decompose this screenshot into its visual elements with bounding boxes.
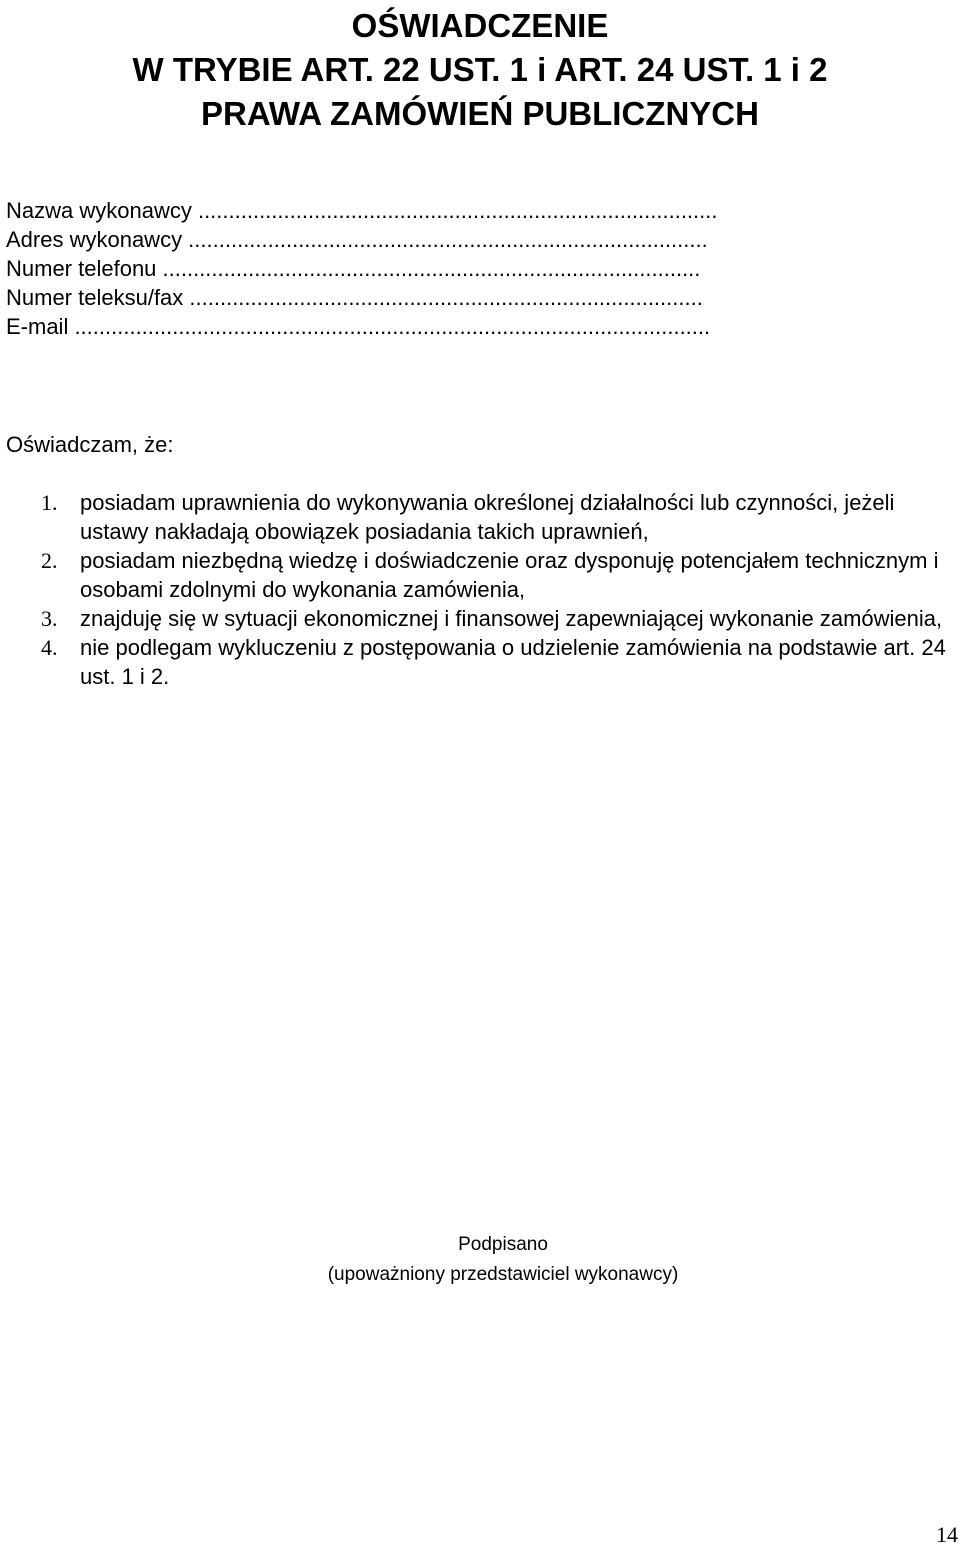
page-number: 14 — [936, 1522, 958, 1547]
signature-role: (upoważniony przedstawiciel wykonawcy) — [327, 1264, 679, 1285]
item-number: 2. — [41, 548, 58, 573]
document-title — [0, 4, 960, 136]
signature-label: Podpisano — [458, 1234, 548, 1255]
item-text: posiadam niezbędną wiedzę i doświadczenie oraz dysponuję potencjałem technicznym i osobami zdolnymi do wykonania zamówienia, — [80, 548, 939, 602]
phone-number-field: Numer telefonu ........................................................................................ — [6, 256, 701, 281]
email-field: E-mail ........................................................................................................ — [6, 314, 711, 339]
title-line-3: PRAWA ZAMÓWIEŃ PUBLICZNYCH — [201, 95, 759, 132]
telex-fax-field: Numer teleksu/fax .................................................................................... — [6, 285, 703, 310]
item-text: nie podlegam wykluczeniu z postępowania o udzielenie zamówienia na podstawie art. 24 ust. 1 i 2. — [80, 635, 946, 689]
contractor-name-field: Nazwa wykonawcy ..................................................................................... — [6, 198, 718, 223]
declaration-item — [0, 604, 960, 633]
item-number: 3. — [41, 606, 58, 631]
title-line-1: OŚWIADCZENIE — [351, 7, 609, 44]
title-line-2: W TRYBIE ART. 22 UST. 1 i ART. 24 UST. 1 i 2 — [132, 51, 828, 88]
contractor-address-field: Adres wykonawcy ..................................................................................... — [6, 227, 708, 252]
declaration-item — [0, 488, 960, 546]
item-text: posiadam uprawnienia do wykonywania określonej działalności lub czynności, jeżeli ustawy nakładają obowiązek posiadania takich uprawnień, — [80, 490, 895, 544]
declaration-item — [0, 546, 960, 604]
contractor-fields — [6, 196, 718, 341]
signature-block — [0, 1230, 960, 1290]
declaration-intro: Oświadczam, że: — [6, 432, 174, 457]
declaration-item — [0, 633, 960, 691]
item-number: 4. — [41, 635, 58, 660]
item-text: znajduję się w sytuacji ekonomicznej i finansowej zapewniającej wykonanie zamówienia, — [80, 606, 943, 631]
item-number: 1. — [41, 490, 58, 515]
declaration-list — [0, 488, 960, 691]
